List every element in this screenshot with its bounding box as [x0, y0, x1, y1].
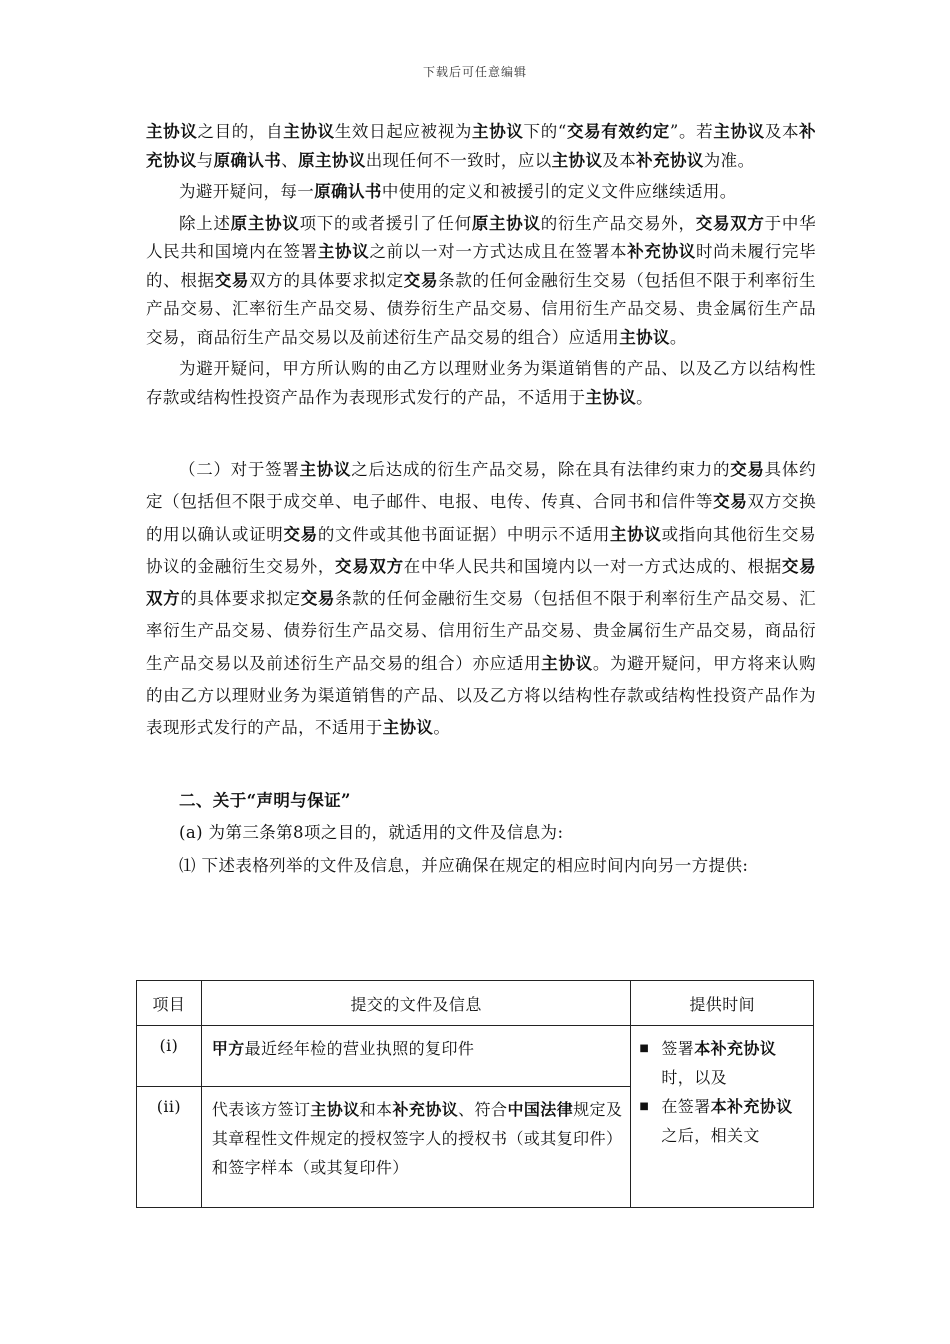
text-run: 于中华人民共和国境内在签署	[146, 213, 817, 261]
time-bullet-text	[661, 1092, 805, 1150]
text-run: 和本	[359, 1100, 393, 1119]
bold-term: 交易双方	[695, 213, 765, 233]
text-run: 的文件或其他书面证据）中明示不适用	[317, 524, 611, 544]
text-run: 与	[196, 150, 214, 170]
text-run: 时尚未履行完毕的、根据	[146, 242, 817, 290]
text-run: 为避开疑问，每一	[179, 182, 315, 201]
bold-term: 主协议	[619, 327, 670, 347]
bold-term: 交易	[730, 460, 765, 479]
bold-term: 主协议	[551, 150, 603, 170]
table-row	[137, 1026, 814, 1087]
text-run: 及本	[764, 122, 800, 141]
bold-term: 交易	[214, 270, 250, 290]
table-header-time: 提供时间	[631, 981, 814, 1026]
bold-term: 交易双方	[146, 556, 816, 609]
text-run: 具体约定（包括但不限于成交单、电子邮件、电报、电传、传真、合同书和信件等	[146, 460, 816, 512]
bold-term: 交易	[283, 524, 318, 544]
time-bullet-continuation: 时，以及	[661, 1068, 728, 1087]
square-bullet-icon: ■	[639, 1043, 650, 1054]
bold-term: 主协议	[146, 122, 198, 141]
bold-term: 主协议	[382, 718, 434, 738]
text-run: 出现任何不一致时，应以	[365, 150, 552, 170]
paragraph-existing-transactions	[146, 210, 816, 353]
bold-term: 交易	[300, 589, 336, 609]
text-run: 条款的任何金融衍生交易（包括但不限于利率衍生产品交易、汇率衍生产品交易、债券衍生产品交易、信用衍生产品交易、贵金属衍生产品交易，商品衍生产品交易以及前述衍生产品交易的组合）亦应适用	[146, 589, 816, 673]
table-header-item: 项目	[137, 981, 202, 1026]
table-cell-document	[201, 1026, 631, 1087]
text-run: 下的“	[523, 122, 567, 141]
text-run: 条款的任何金融衍生交易（包括但不限于利率衍生产品交易、汇率衍生产品交易、债券衍生产品交易、信用衍生产品交易、贵金属衍生产品交易，商品衍生产品交易以及前述衍生产品交易的组合）应适用	[146, 270, 816, 347]
text-run: 在中华人民共和国境内以一对一方式达成的、根据	[403, 556, 782, 576]
bold-term: 主协议	[317, 242, 370, 261]
text-run: 的衍生产品交易外，	[540, 213, 696, 233]
bold-term: 本补充协议	[694, 1039, 777, 1058]
table-cell-document	[201, 1087, 631, 1208]
bold-term: 原主协议	[230, 213, 300, 233]
text-run: 。	[636, 387, 654, 407]
table-cell-delivery-time	[631, 1026, 814, 1208]
text-run: 的具体要求拟定	[180, 589, 301, 609]
text-run: 及本	[602, 150, 637, 170]
text-run: 为准。	[703, 150, 755, 170]
text-run: 项下的或者援引了任何	[299, 213, 472, 233]
bold-term: 主协议	[299, 460, 352, 479]
text-run: 在签署	[661, 1097, 711, 1116]
bold-term: 主协议	[585, 387, 637, 407]
paragraph-main-agreement-precedence	[146, 118, 816, 175]
bold-term: 交易	[403, 270, 439, 290]
table-cell-item-number: (i)	[137, 1026, 202, 1087]
text-run: ”。若	[669, 122, 714, 141]
bold-term: 交易	[713, 492, 748, 512]
documents-table	[136, 980, 814, 1208]
text-run: 为避开疑问，甲方所认购的由乙方以理财业务为渠道销售的产品、以及乙方以结构性存款或结构性投资产品作为表现形式发行的产品，不适用于	[146, 359, 816, 407]
text-run: 除上述	[179, 213, 231, 233]
bold-term: 原主协议	[298, 150, 366, 170]
time-bullet-item	[639, 1092, 805, 1150]
text-run: 之目的，自	[197, 122, 284, 141]
text-run: 或指向其他衍生交易协议的金融衍生交易外，	[146, 524, 816, 576]
text-run: 之后达成的衍生产品交易，除在具有法律约束力的	[351, 460, 731, 479]
time-bullet-text	[661, 1034, 805, 1063]
bold-term: 主协议	[713, 122, 765, 141]
bold-term: 原确认书	[213, 150, 282, 170]
table-header-row	[137, 981, 814, 1026]
text-run: 规定及其章程性文件规定的授权签字人的授权书（或其复印件）和签字样本（或其复印件）	[211, 1100, 623, 1177]
bold-term: 主协议	[472, 122, 524, 141]
bold-term: 主协议	[283, 122, 335, 141]
bold-term: 交易双方	[335, 556, 404, 576]
text-run: 代表该方签订	[211, 1100, 311, 1119]
clause-1: ⑴ 下述表格列举的文件及信息，并应确保在规定的相应时间内向另一方提供:	[179, 855, 749, 875]
text-run: 中使用的定义和被援引的定义文件应继续适用。	[381, 182, 737, 201]
text-run: 签署	[661, 1039, 695, 1058]
clause-a: (a) 为第三条第8项之目的，就适用的文件及信息为:	[179, 823, 564, 843]
bold-term: 主协议	[541, 653, 593, 673]
page-header-note: 下载后可任意编辑	[422, 65, 527, 79]
section-title-representations: 二、关于“声明与保证”	[179, 790, 351, 810]
paragraph-subsequent-transactions	[146, 454, 816, 745]
text-run: 、符合	[458, 1100, 508, 1119]
bold-term: 补充协议	[627, 242, 696, 261]
text-run: （二）对于签署	[179, 460, 300, 479]
text-run: 、	[281, 150, 299, 170]
text-run: 生效日起应被视为	[334, 122, 473, 141]
bold-term: 补充协议	[636, 150, 704, 170]
bold-term: 主协议	[610, 524, 662, 544]
bold-term: 主协议	[310, 1100, 360, 1119]
text-run: 之前以一对一方式达成且在签署本	[369, 242, 628, 261]
text-run: 最近经年检的营业执照的复印件	[244, 1039, 475, 1058]
bold-term: 补充协议	[146, 122, 817, 170]
table-cell-item-number: (ii)	[137, 1087, 202, 1208]
bold-term: 补充协议	[392, 1100, 459, 1119]
text-run: 。为避开疑问，甲方将来认购的由乙方以理财业务为渠道销售的产品、以及乙方将以结构性存款或结构性投资产品作为表现形式发行的产品，不适用于	[146, 653, 816, 738]
bold-term: 交易有效约定	[566, 122, 670, 141]
bold-term: 本补充协议	[710, 1097, 793, 1116]
text-run: 双方交换的用以确认或证明	[146, 492, 816, 544]
paragraph-definitions-continue	[146, 178, 816, 207]
text-run: 双方的具体要求拟定	[249, 270, 404, 290]
text-run: 。	[433, 718, 451, 738]
text-run: 。	[669, 327, 687, 347]
bold-term: 甲方	[211, 1039, 245, 1058]
text-run: 之后，相关文	[661, 1126, 760, 1145]
paragraph-wealth-products-exclusion	[146, 355, 816, 412]
square-bullet-icon: ■	[639, 1101, 650, 1112]
bold-term: 原确认书	[314, 182, 382, 201]
bold-term: 中国法律	[507, 1100, 574, 1119]
document-body	[146, 118, 816, 880]
table-header-documents: 提交的文件及信息	[201, 981, 631, 1026]
bold-term: 原主协议	[471, 213, 541, 233]
time-bullet-item	[639, 1034, 805, 1063]
